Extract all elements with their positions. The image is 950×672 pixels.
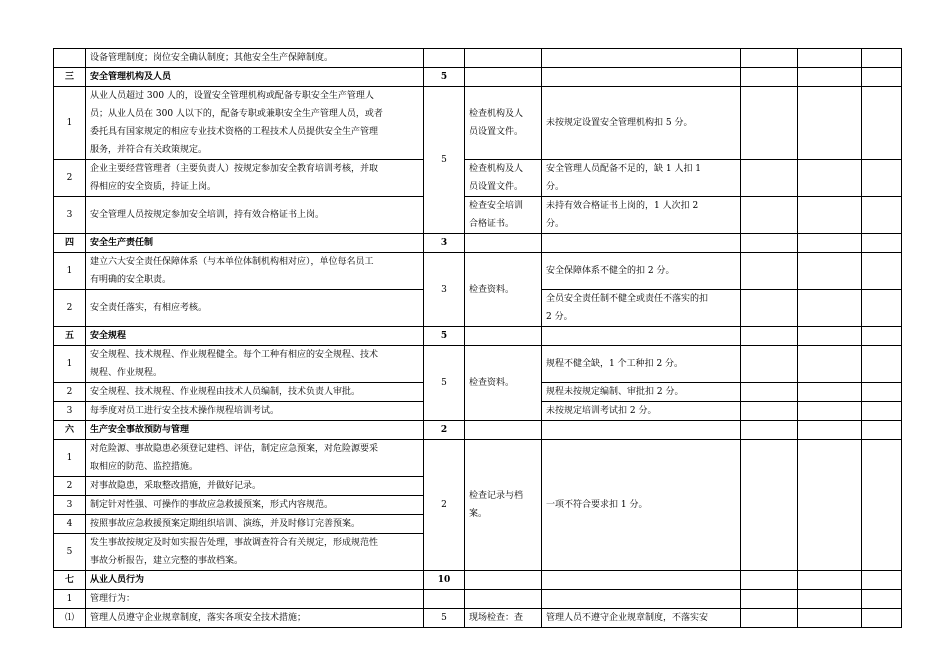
- item-number: 2: [54, 477, 86, 496]
- deduction-rule: 未持有效合格证书上岗的，1 人次扣 2 分。: [542, 197, 741, 234]
- item-content: 安全管理人员按规定参加安全培训，持有效合格证书上岗。: [86, 197, 424, 234]
- safety-evaluation-table: [53, 48, 902, 628]
- section-number: 五: [54, 327, 86, 346]
- deduction-rule: 安全管理人员配备不足的，缺 1 人扣 1 分。: [542, 160, 741, 197]
- item-number: 1: [54, 590, 86, 609]
- section-score: 10: [424, 571, 465, 590]
- table-row: [54, 160, 902, 197]
- deduction-rule: 管理人员不遵守企业规章制度，不落实安: [542, 609, 741, 628]
- check-method: 检查安全培训 合格证书。: [465, 197, 542, 234]
- section-title: 安全规程: [86, 327, 424, 346]
- section-number: 七: [54, 571, 86, 590]
- section-row: [54, 234, 902, 253]
- item-content: 设备管理制度；岗位安全确认制度；其他安全生产保障制度。: [86, 49, 424, 68]
- item-content: 管理行为：: [86, 590, 424, 609]
- table-row: [54, 197, 902, 234]
- item-number: 1: [54, 440, 86, 477]
- safety-evaluation-table-container: [53, 48, 901, 628]
- item-content: 每季度对员工进行安全技术操作规程培训考试。: [86, 402, 424, 421]
- section-score: 2: [424, 421, 465, 440]
- deduction-rule: 全员安全责任制不健全或责任不落实的扣 2 分。: [542, 290, 741, 327]
- item-content: 企业主要经营管理者（主要负责人）按规定参加安全教育培训考核，并取 得相应的安全资质，持证上岗。: [86, 160, 424, 197]
- table-row: [54, 253, 902, 290]
- section-score: 5: [424, 68, 465, 87]
- section-number: 三: [54, 68, 86, 87]
- deduction-rule: 未按规定培训考试扣 2 分。: [542, 402, 741, 421]
- check-method: 检查资料。: [465, 346, 542, 421]
- check-method: 检查记录与档 案。: [465, 440, 542, 571]
- check-method: 检查资料。: [465, 253, 542, 327]
- item-score: 3: [424, 253, 465, 327]
- table-row: [54, 590, 902, 609]
- item-score: 5: [424, 609, 465, 628]
- item-number: 3: [54, 402, 86, 421]
- check-method: 现场检查：查: [465, 609, 542, 628]
- item-content: 制定针对性强、可操作的事故应急救援预案，形式内容规范。: [86, 496, 424, 515]
- item-content: 建立六大安全责任保障体系（与本单位体制机构相对应），单位每名员工 有明确的安全职责。: [86, 253, 424, 290]
- section-row: [54, 421, 902, 440]
- item-score: 2: [424, 440, 465, 571]
- item-number: [54, 49, 86, 68]
- item-content: 按照事故应急救援预案定期组织培训、演练，并及时修订完善预案。: [86, 515, 424, 534]
- item-number: ⑴: [54, 609, 86, 628]
- item-number: 1: [54, 346, 86, 383]
- section-row: [54, 327, 902, 346]
- item-content: 对事故隐患，采取整改措施，并做好记录。: [86, 477, 424, 496]
- item-content: 管理人员遵守企业规章制度，落实各项安全技术措施；: [86, 609, 424, 628]
- table-row: [54, 609, 902, 628]
- deduction-rule: 一项不符合要求扣 1 分。: [542, 440, 741, 571]
- item-content: 对危险源、事故隐患必须登记建档、评估，制定应急预案，对危险源要采 取相应的防范、监控措施。: [86, 440, 424, 477]
- section-title: 安全管理机构及人员: [86, 68, 424, 87]
- item-number: 2: [54, 383, 86, 402]
- item-number: 1: [54, 87, 86, 160]
- item-content: 从业人员超过 300 人的，设置安全管理机构或配备专职安全生产管理人 员；从业人员在 300 人以下的，配备专职或兼职安全生产管理人员，或者 委托具有国家规定的相应专业技术资格的工程技术人员提供安全生产管理 服务，并符合有关政策规定。: [86, 87, 424, 160]
- section-row: [54, 571, 902, 590]
- table-row: [54, 49, 902, 68]
- table-row: [54, 87, 902, 160]
- item-content: 安全规程、技术规程、作业规程由技术人员编制，技术负责人审批。: [86, 383, 424, 402]
- section-score: 5: [424, 327, 465, 346]
- table-row: [54, 346, 902, 383]
- check-method: 检查机构及人 员设置文件。: [465, 160, 542, 197]
- deduction-rule: 安全保障体系不健全的扣 2 分。: [542, 253, 741, 290]
- item-number: 3: [54, 197, 86, 234]
- section-row: [54, 68, 902, 87]
- deduction-rule: 未按规定设置安全管理机构扣 5 分。: [542, 87, 741, 160]
- item-content: 安全责任落实，有相应考核。: [86, 290, 424, 327]
- item-number: 3: [54, 496, 86, 515]
- item-content: 发生事故按规定及时如实报告处理，事故调查符合有关规定，形成规范性 事故分析报告，建立完整的事故档案。: [86, 534, 424, 571]
- item-content: 安全规程、技术规程、作业规程健全。每个工种有相应的安全规程、技术 规程、作业规程。: [86, 346, 424, 383]
- item-number: 4: [54, 515, 86, 534]
- check-method: 检查机构及人 员设置文件。: [465, 87, 542, 160]
- section-score: 3: [424, 234, 465, 253]
- deduction-rule: 规程不健全缺，1 个工种扣 2 分。: [542, 346, 741, 383]
- item-number: 2: [54, 290, 86, 327]
- section-title: 从业人员行为: [86, 571, 424, 590]
- deduction-rule: 规程未按规定编制、审批扣 2 分。: [542, 383, 741, 402]
- item-number: 5: [54, 534, 86, 571]
- item-score: 5: [424, 346, 465, 421]
- table-row: [54, 440, 902, 477]
- section-title: 安全生产责任制: [86, 234, 424, 253]
- section-number: 四: [54, 234, 86, 253]
- section-number: 六: [54, 421, 86, 440]
- item-number: 2: [54, 160, 86, 197]
- section-title: 生产安全事故预防与管理: [86, 421, 424, 440]
- item-score: 5: [424, 87, 465, 234]
- item-number: 1: [54, 253, 86, 290]
